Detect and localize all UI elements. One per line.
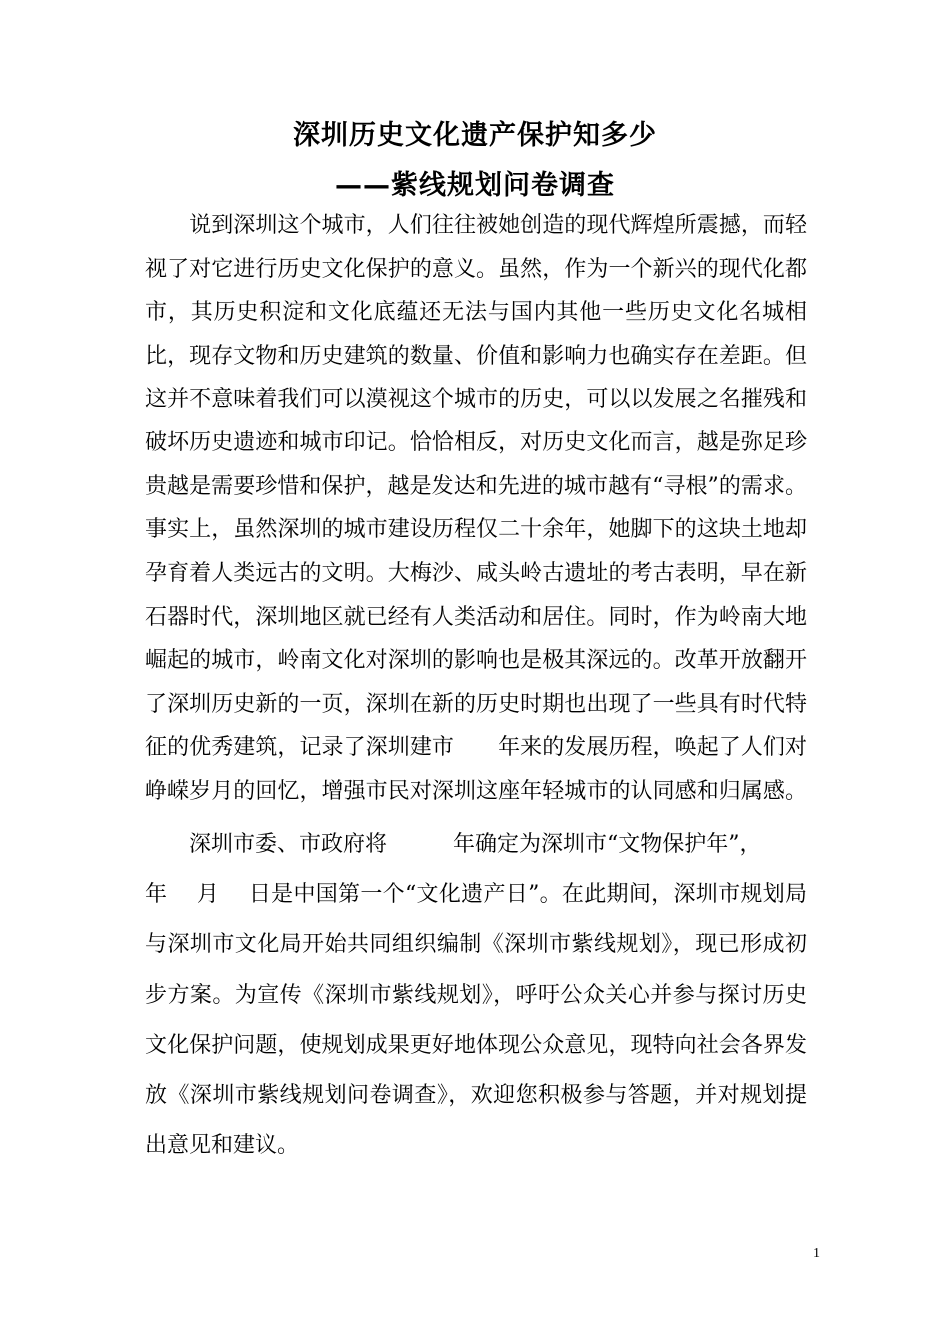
paragraph-2-line: 年 月 日是中国第一个“文化遗产日”。在此期间，深圳市规划局 (145, 882, 807, 907)
paragraph-2-line: 与深圳市文化局开始共同组织编制《深圳市紫线规划》，现已形成初 (145, 932, 807, 957)
paragraph-1-line: 比，现存文物和历史建筑的数量、价值和影响力也确实存在差距。但 (145, 344, 807, 369)
paragraph-1-line: 说到深圳这个城市，人们往往被她创造的现代辉煌所震撼，而轻 (145, 213, 807, 238)
paragraph-1-line: 峥嵘岁月的回忆，增强市民对深圳这座年轻城市的认同感和归属感。 (145, 779, 807, 804)
paragraph-1-line: 这并不意味着我们可以漠视这个城市的历史，可以以发展之名摧残和 (145, 387, 807, 412)
paragraph-2-line: 深圳市委、市政府将 年确定为深圳市“文物保护年”， (145, 832, 762, 857)
paragraph-2-line: 出意见和建议。 (145, 1133, 300, 1158)
paragraph-1-line: 事实上，虽然深圳的城市建设历程仅二十余年，她脚下的这块土地却 (145, 517, 807, 542)
paragraph-1-line: 了深圳历史新的一页，深圳在新的历史时期也出现了一些具有时代特 (145, 692, 807, 717)
page-number: 1 (813, 1246, 820, 1261)
paragraph-1-line: 崛起的城市，岭南文化对深圳的影响也是极其深远的。改革开放翻开 (145, 648, 807, 673)
paragraph-1-line: 视了对它进行历史文化保护的意义。虽然，作为一个新兴的现代化都 (145, 257, 807, 282)
paragraph-2-line: 文化保护问题，使规划成果更好地体现公众意见，现特向社会各界发 (145, 1033, 807, 1058)
paragraph-1-line: 征的优秀建筑，记录了深圳建市 年来的发展历程，唤起了人们对 (145, 735, 807, 760)
paragraph-2-line: 步方案。为宣传《深圳市紫线规划》，呼吁公众关心并参与探讨历史 (145, 983, 807, 1008)
paragraph-1-line: 石器时代，深圳地区就已经有人类活动和居住。同时，作为岭南大地 (145, 605, 807, 630)
paragraph-1-line: 破坏历史遗迹和城市印记。恰恰相反，对历史文化而言，越是弥足珍 (145, 430, 807, 455)
document-title: 深圳历史文化遗产保护知多少 (293, 120, 657, 151)
paragraph-1-line: 孕育着人类远古的文明。大梅沙、咸头岭古遗址的考古表明，早在新 (145, 561, 807, 586)
paragraph-1-line: 市，其历史积淀和文化底蕴还无法与国内其他一些历史文化名城相 (145, 300, 807, 325)
paragraph-2-line: 放《深圳市紫线规划问卷调查》，欢迎您积极参与答题，并对规划提 (145, 1083, 807, 1108)
document-subtitle: ——紫线规划问卷调查 (335, 170, 615, 201)
paragraph-1-line: 贵越是需要珍惜和保护，越是发达和先进的城市越有“寻根”的需求。 (145, 474, 807, 499)
